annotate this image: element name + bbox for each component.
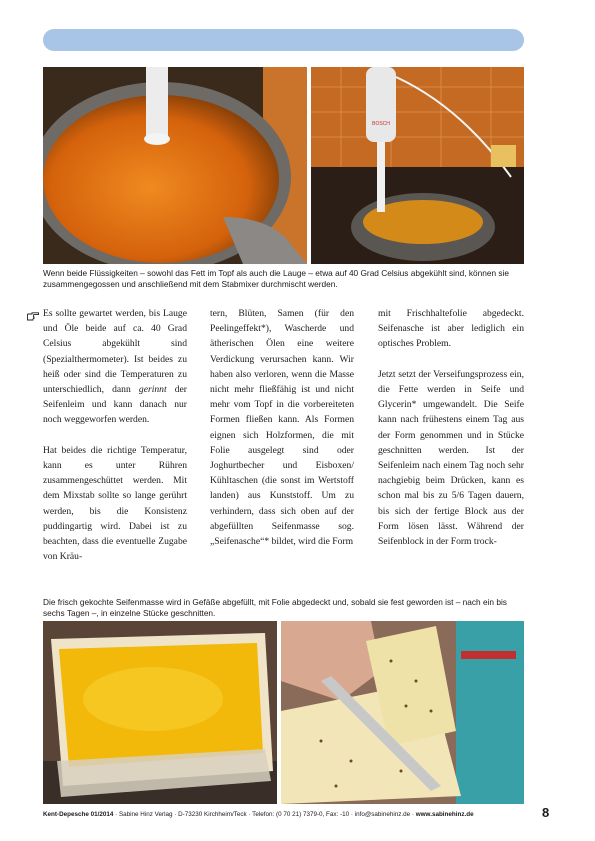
bottom-caption: Die frisch gekochte Seifenmasse wird in Gefäße abgefüllt, mit Folie abgedeckt und, sobald sie fest geworden ist – nach ein bis sechs Tagen –, in einzelne Stücke geschnitten.: [43, 597, 507, 618]
pointing-hand-icon: [27, 312, 39, 321]
paragraph: Es sollte gewartet werden, bis Lauge und Öle beide auf ca. 40 Grad Celsius abgekühlt sind (Spezialthermometer). Ist beides zu heiß oder sind die Temperaturen zu unterschiedlich, dann gerinnt der Seifenleim und kann danach nur noch weggeworfen werden.: [43, 308, 187, 426]
mixer-brand-label: BOSCH: [372, 121, 390, 127]
footer-website[interactable]: www.sabinehinz.de: [415, 811, 474, 818]
text-column-3: [378, 306, 524, 549]
header-bar: [43, 29, 524, 51]
paragraph: mit Frischhaltefolie abgedeckt. Seifenasche ist aber lediglich ein optisches Problem.: [378, 308, 524, 350]
top-caption: Wenn beide Flüssigkeiten – sowohl das Fett im Topf als auch die Lauge – etwa auf 40 Grad Celsius abgekühlt sind, können sie zusammengegossen und anschließend mit dem Stabmixer durchmischt werden.: [43, 268, 509, 289]
text-column-1: [43, 306, 187, 564]
emphasized-word: gerinnt: [138, 384, 167, 396]
photo-soap-in-mold: [43, 621, 277, 804]
photo-cutting-soap: [281, 621, 524, 804]
footer-issue: Kent-Depesche 01/2014: [43, 811, 114, 818]
photo-pot-with-mixer: [43, 67, 307, 264]
footer-publisher: · Sabine Hinz Verlag · D-73230 Kirchheim/Teck · Telefon: (0 70 21) 7379-0, Fax: -10 · info@sabinehinz.de ·: [113, 811, 416, 818]
paragraph: Hat beides die richtige Temperatur, kann es unter Rühren zusammengeschüttet werden. Mit dem Mixstab sollte so lange gerührt werden, bis die Konsistenz puddingartig wird. Dabei ist zu beachten, dass die eventuelle Zugabe von Kräu-: [43, 444, 187, 563]
footer-imprint: [43, 811, 474, 818]
text-column-2: [210, 306, 354, 549]
photo-mixer-on-stove: [311, 67, 524, 264]
paragraph: tern, Blüten, Samen (für den Peelingeffekt*), Wascherde und ätherischen Ölen eine weitere Verdickung verursachen kann. Wir haben also verloren, wenn die Masse nicht mehr fließfähig ist und nicht mehr vom Topf in die vorbereiteten Formen fließen kann. Als Formen eignen sich Holzformen, die mit Folie ausgelegt sind oder Joghurtbecher und Eisboxen/ Kühltaschen (die sonst im Wertstoff landen) aus Kunststoff. Um zu verhindern, dass sich oben auf der abgefüllten Seifenmasse sog. „Seifenasche“* bildet, wird die Form: [210, 308, 354, 548]
page-number: 8: [542, 805, 550, 820]
paragraph: Jetzt setzt der Verseifungsprozess ein, die Fette werden in Seife und Glycerin* umgewandelt. Die Seife kann nach frühestens einem Tag aus der Form genommen und in Stücke geschnitten werden. Ist der Seifenleim nach einem Tag noch sehr nachgiebig beim Drücken, kann es schon mal bis zu 5/6 Tagen dauern, bis sich der fertige Block aus der Form lösen lässt. Während der Seifenblock in der Form trock-: [378, 368, 524, 548]
